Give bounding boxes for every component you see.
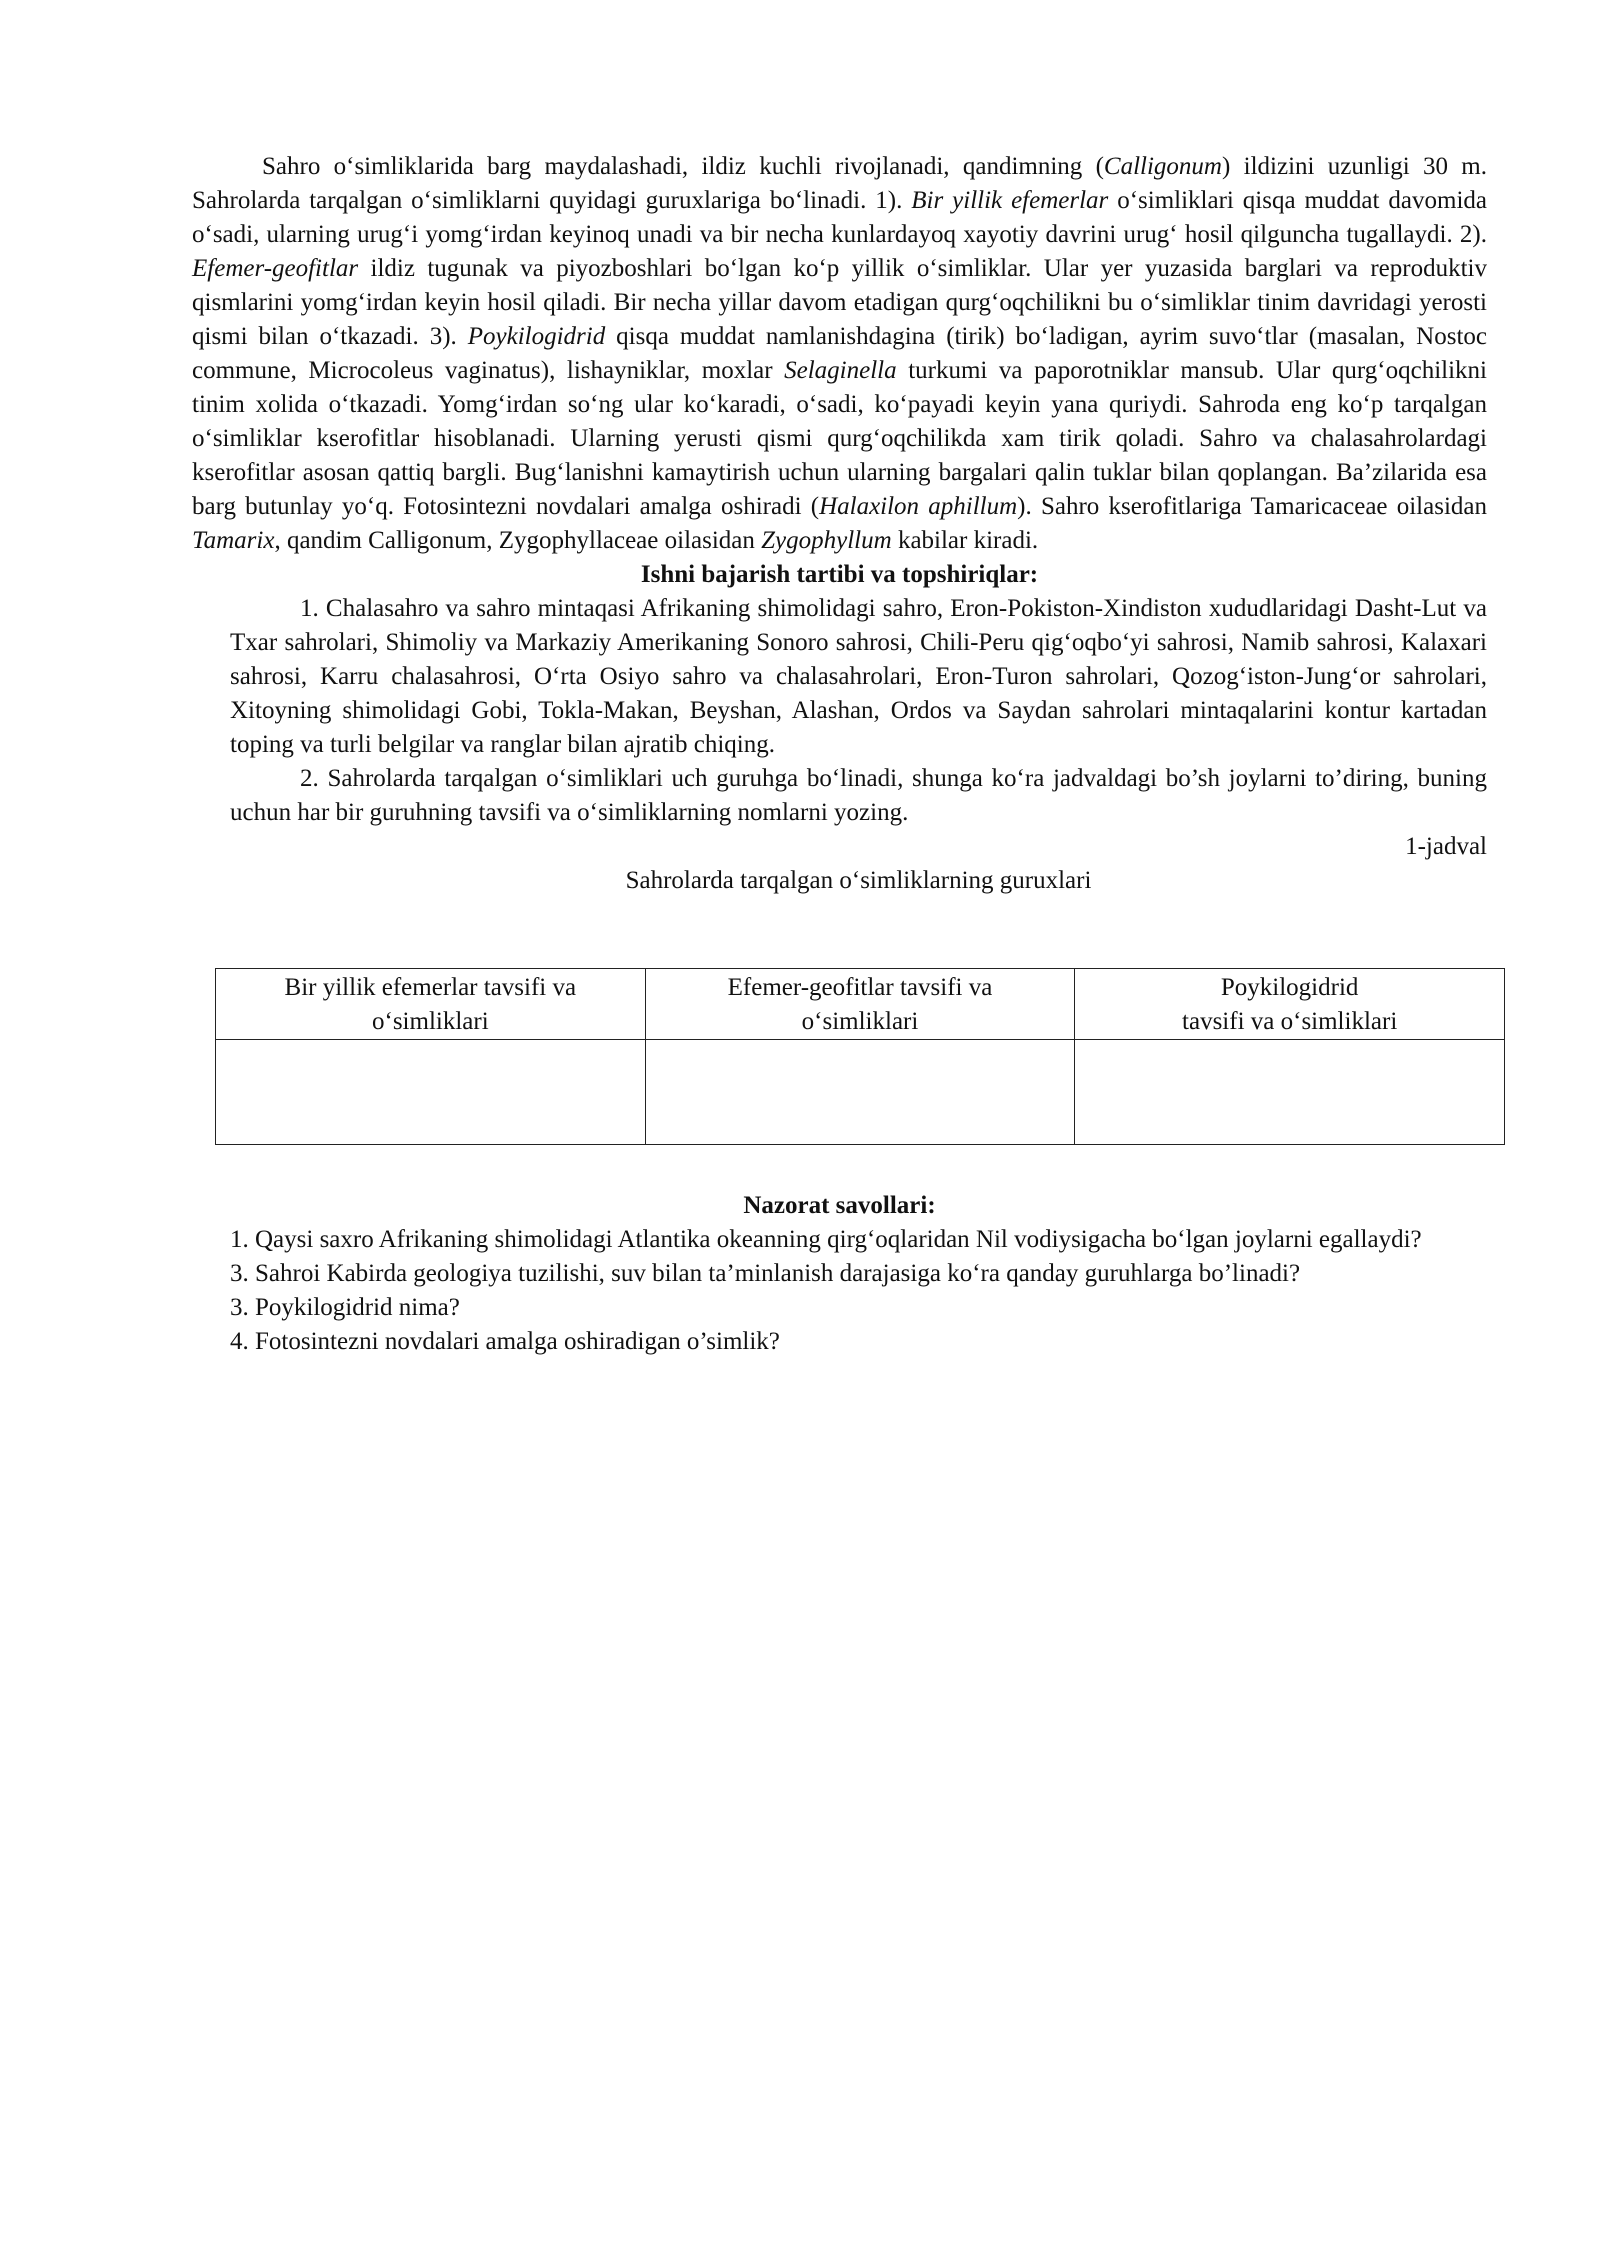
term-zygophyllum: Zygophyllum: [761, 527, 892, 554]
intro-text: turkumi va paporotniklar mansub. Ular qurg‘oqchilikni tinim xolida o‘tkazadi. Yomg‘irdan so‘ng ular ko‘karadi, o‘sadi, ko‘payadi keyin yana quriydi. Sahroda eng ko‘p tarqalgan o‘simliklar kserofitlar hisoblanadi. Ularning yerusti qismi qurg‘oqchilikda xam tirik qoladi. Sahro va chalasahrolardagi kserofitlar asosan qattiq bargli. Bug‘lanishni kamaytirish uchun ularning bargalari qalin tuklar bilan qoplangan. Ba’zilarida esa barg butunlay yo‘q. Fotosintezni novdalari amalga oshiradi (: [192, 357, 1488, 520]
table-row: [216, 1040, 1505, 1145]
table-caption: Sahrolarda tarqalgan o‘simliklarning guruxlari: [625, 867, 1092, 894]
plant-groups-table: [215, 968, 1505, 1145]
header-line: Poykilogidrid: [1220, 974, 1359, 1001]
table-header-cell: [216, 969, 646, 1040]
intro-text: ). Sahro kserofitlariga Tamaricaceae oilasidan: [1017, 493, 1487, 520]
table-header-row: [216, 969, 1505, 1040]
header-line: tavsifi va o‘simliklari: [1182, 1008, 1398, 1035]
term-calligonum: Calligonum: [1103, 153, 1222, 180]
table-empty-cell: [1075, 1040, 1505, 1145]
questions-list: [230, 1223, 1487, 1359]
question-item: 3. Sahroi Kabirda geologiya tuzilishi, suv bilan ta’minlanish darajasiga ko‘ra qanday guruhlarga bo’linadi?: [230, 1260, 1301, 1287]
term-efemerlar: Bir yillik efemerlar: [911, 187, 1109, 214]
term-halaxilon: Halaxilon aphillum: [819, 493, 1018, 520]
header-line: Bir yillik efemerlar tavsifi va: [284, 974, 577, 1001]
intro-paragraph: [192, 150, 1487, 558]
term-selaginella: Selaginella: [784, 357, 897, 384]
page-content: [192, 150, 1487, 1359]
task-item: 2. Sahrolarda tarqalgan o‘simliklari uch guruhga bo‘linadi, shunga ko‘ra jadvaldagi bo’sh joylarni to’diring, buning uchun har bir guruhning tavsifi va o‘simliklarning nomlarni yozing.: [230, 765, 1487, 826]
question-item: 1. Qaysi saxro Afrikaning shimolidagi Atlantika okeanning qirg‘oqlaridan Nil vodiysigacha bo‘lgan joylarni egallaydi?: [230, 1226, 1422, 1253]
table-empty-cell: [645, 1040, 1075, 1145]
tasks-heading: Ishni bajarish tartibi va topshiriqlar:: [640, 561, 1039, 588]
table-empty-cell: [216, 1040, 646, 1145]
header-line: o‘simliklari: [372, 1008, 489, 1035]
header-line: Efemer-geofitlar tavsifi va: [727, 974, 993, 1001]
intro-text: kabilar kiradi.: [891, 527, 1039, 554]
intro-text: o‘simliklari qisqa muddat davomida o‘sadi, ularning urug‘i yomg‘irdan keyinoq unadi va bir necha kunlardayoq xayotiy davrini urug‘ hosil qilguncha tugallaydi. 2).: [192, 187, 1487, 248]
question-item: 4. Fotosintezni novdalari amalga oshiradigan o’simlik?: [230, 1328, 780, 1355]
control-questions-heading: Nazorat savollari:: [743, 1192, 936, 1219]
term-geofitlar: Efemer-geofitlar: [192, 255, 359, 282]
table-header-cell: [1075, 969, 1505, 1040]
tasks-list: [230, 592, 1487, 898]
task-item: 1. Chalasahro va sahro mintaqasi Afrikaning shimolidagi sahro, Eron-Pokiston-Xindiston xududlaridagi Dasht-Lut va Txar sahrolari, Shimoliy va Markaziy Amerikaning Sonoro sahrosi, Chili-Peru qig‘oqbo‘yi sahrosi, Namib sahrosi, Kalaxari sahrosi, Karru chalasahrosi, O‘rta Osiyo sahro va chalasahrolari, Eron-Turon sahrolari, Qozog‘iston-Jung‘or sahrolari, Xitoyning shimolidagi Gobi, Tokla-Makan, Beyshan, Alashan, Ordos va Saydan sahrolari mintaqalarini kontur kartadan toping va turli belgilar va ranglar bilan ajratib chiqing.: [230, 595, 1487, 758]
intro-text: qisqa muddat namlanishdagina (tirik) bo‘ladigan, ayrim suvo‘tlar (masalan, Nostoc commune, Microcoleus vaginatus), lishayniklar, moxlar: [192, 323, 1487, 384]
term-poykilogidrid: Poykilogidrid: [467, 323, 606, 350]
intro-text: ) ildizini uzunligi 30 m. Sahrolarda tarqalgan o‘simliklarni quyidagi guruxlariga bo‘linadi. 1).: [192, 153, 1487, 214]
intro-text: , qandim Calligonum, Zygophyllaceae oilasidan: [274, 527, 762, 554]
intro-text: ildiz tugunak va piyozboshlari bo‘lgan ko‘p yillik o‘simliklar. Ular yer yuzasida barglari va reproduktiv qismlarini yomg‘irdan keyin hosil qiladi. Bir necha yillar davom etadigan qurg‘oqchilikni bu o‘simliklar tinim davridagi yerosti qismi bilan o‘tkazadi. 3).: [192, 255, 1487, 350]
question-item: 3. Poykilogidrid nima?: [230, 1294, 460, 1321]
intro-text: Sahro o‘simliklarida barg maydalashadi, ildiz kuchli rivojlanadi, qandimning (: [262, 153, 1104, 180]
table-label: 1-jadval: [1405, 833, 1487, 860]
header-line: o‘simliklari: [801, 1008, 919, 1035]
term-tamarix: Tamarix: [192, 527, 275, 554]
table-header-cell: [645, 969, 1075, 1040]
